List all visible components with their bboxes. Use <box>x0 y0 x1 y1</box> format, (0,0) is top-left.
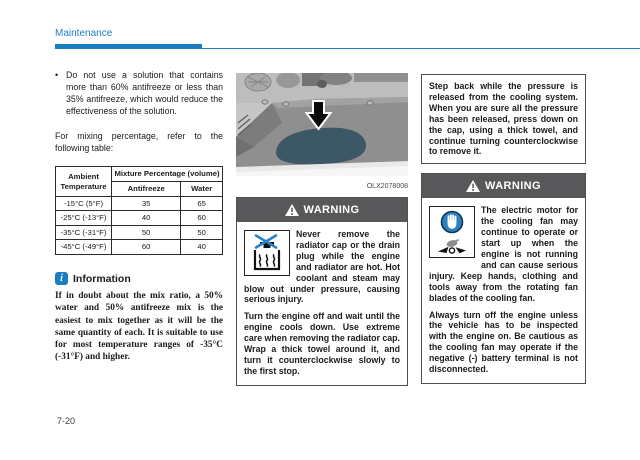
temp-cell: -35°C (-31°F) <box>56 225 112 240</box>
temp-cell: -15°C (5°F) <box>56 196 112 211</box>
table-header-antifreeze: Antifreeze <box>112 182 181 197</box>
table-row <box>56 196 223 211</box>
engine-figure <box>236 73 408 190</box>
warning-paragraph: The electric motor for the cooling fan may continue to operate or start up when the engine is not running and can cause serious injury. Keep hands, clothing and tools away from the rotating fan blades of the cooling fan. <box>429 205 578 303</box>
warning-title: WARNING <box>303 204 360 216</box>
left-column <box>55 70 223 364</box>
warning-paragraph: Turn the engine off and wait until the engine cools down. Use extreme care when removing the radiator cap. Wrap a thick towel around it, and turn it counterclockwise slowly to the first stop. <box>244 311 400 376</box>
table-header-ambient: Ambient Temperature <box>56 167 112 196</box>
warning-header <box>237 198 407 222</box>
table-row <box>56 240 223 255</box>
header-rule-thick <box>55 44 202 49</box>
mixing-intro-text: For mixing percentage, refer to the following table: <box>55 130 223 153</box>
engine-photo <box>236 73 408 176</box>
warning-body <box>237 222 407 385</box>
warning-triangle-icon <box>466 180 480 192</box>
antifreeze-bullet-item <box>55 70 223 118</box>
warning-continuation-box <box>421 74 586 164</box>
antifreeze-cell: 50 <box>112 225 181 240</box>
table-row <box>56 225 223 240</box>
table-row <box>56 211 223 226</box>
warning-paragraph: Never remove the radiator cap or the drain plug while the engine and radiator are hot. Hot coolant and steam may blow out under pressure, causing serious injury. <box>244 229 400 305</box>
water-cell: 40 <box>181 240 223 255</box>
mixture-percentage-table <box>55 166 223 255</box>
information-header <box>55 272 223 285</box>
bullet-marker: • <box>55 70 59 80</box>
water-cell: 60 <box>181 211 223 226</box>
page-number: 7-20 <box>57 416 76 426</box>
antifreeze-cell: 40 <box>112 211 181 226</box>
information-title: Information <box>73 272 131 285</box>
fan-hazard-icon <box>429 206 475 258</box>
warning-box-cooling-fan <box>421 173 586 384</box>
warning-paragraph: Always turn off the engine unless the vehicle has to be inspected with the engine on. Be cautious as the cooling fan may operate if the negative (-) battery terminal is not disconnected. <box>429 309 578 375</box>
table-header-group: Mixture Percentage (volume) <box>112 167 223 182</box>
warning-continuation-text: Step back while the pressure is released from the cooling system. When you are sure all the pressure has been released, press down on the cap, using a thick towel, and continue turning counterclockwise to remove it. <box>429 81 578 157</box>
antifreeze-cell: 60 <box>112 240 181 255</box>
water-cell: 65 <box>181 196 223 211</box>
temp-cell: -25°C (-13°F) <box>56 211 112 226</box>
warning-header <box>422 174 585 198</box>
figure-label: OLX2078008 <box>366 183 408 190</box>
information-body: If in doubt about the mix ratio, a 50% water and 50% antifreeze mix is the easiest to mix together as it will be the same quantity of each. It is suitable to use for most temperature ranges of -35°C (-31°F) and higher. <box>55 291 223 363</box>
page-title: Maintenance <box>55 28 113 39</box>
header-rule-thin <box>202 48 640 49</box>
warning-triangle-icon <box>285 204 299 216</box>
hot-radiator-no-open-icon <box>244 230 290 276</box>
antifreeze-cell: 35 <box>112 196 181 211</box>
warning-title: WARNING <box>485 180 541 193</box>
warning-body <box>422 198 585 383</box>
water-cell: 50 <box>181 225 223 240</box>
warning-box-radiator <box>236 197 408 386</box>
temp-cell: -45°C (-49°F) <box>56 240 112 255</box>
antifreeze-bullet-text: Do not use a solution that contains more than 60% antifreeze or less than 35% antifreeze, which would reduce the effectiveness of the solution. <box>66 70 223 116</box>
information-section <box>55 272 223 364</box>
right-column <box>421 74 586 384</box>
info-icon: i <box>55 272 68 285</box>
table-header-water: Water <box>181 182 223 197</box>
middle-column <box>236 73 408 386</box>
